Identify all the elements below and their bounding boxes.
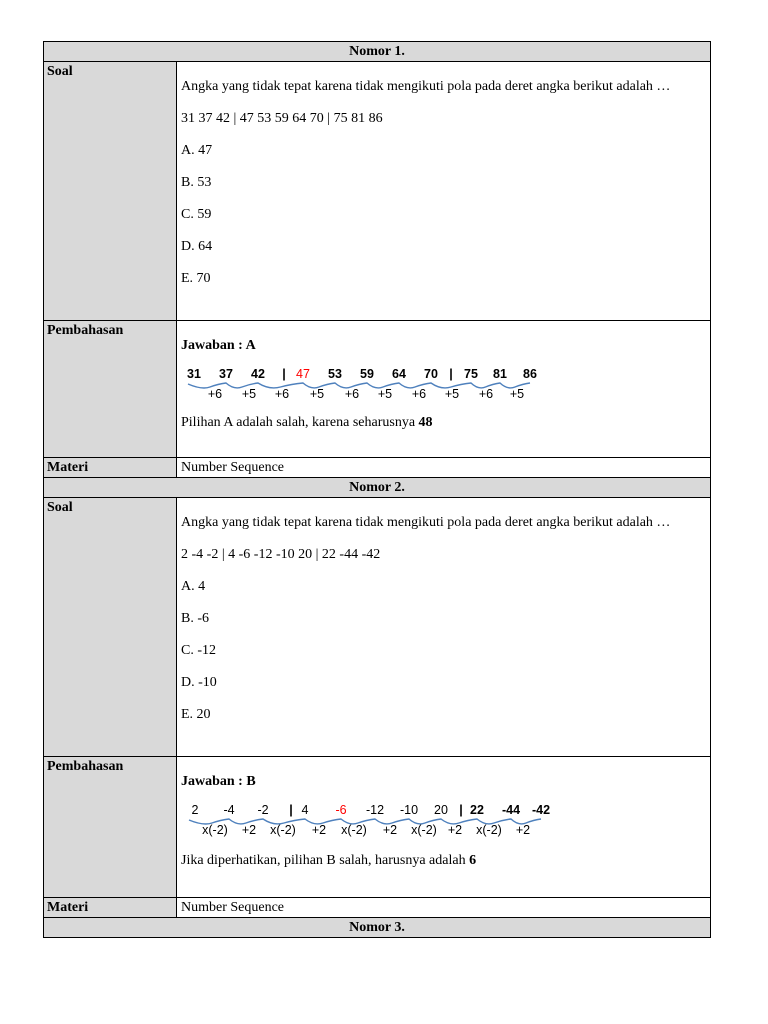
question-header: Nomor 2.	[44, 478, 711, 498]
answer-text: Jawaban : A	[181, 338, 256, 353]
sequence-number: 53	[328, 367, 342, 381]
step-label: +2	[311, 823, 327, 837]
step-label: +2	[447, 823, 463, 837]
option-b: B. 53	[181, 175, 212, 190]
question-text: Angka yang tidak tepat karena tidak mengikuti pola pada deret angka berikut adalah …	[181, 79, 671, 94]
step-label: +2	[382, 823, 398, 837]
step-label: +6	[274, 387, 290, 401]
step-label: x(-2)	[341, 823, 367, 837]
materi-label: Materi	[44, 458, 177, 478]
step-label: x(-2)	[476, 823, 502, 837]
sequence-number: 64	[392, 367, 406, 381]
sequence-number: -42	[531, 803, 551, 817]
step-label: +5	[241, 387, 257, 401]
explanation-text	[181, 414, 706, 431]
option-d: D. -10	[181, 675, 217, 690]
question-text: Angka yang tidak tepat karena tidak mengikuti pola pada deret angka berikut adalah …	[181, 515, 671, 530]
step-label: x(-2)	[270, 823, 296, 837]
option-c: C. 59	[181, 207, 212, 222]
sequence-number: -44	[501, 803, 521, 817]
sequence-number: 47	[296, 367, 310, 381]
sequence-number: 70	[424, 367, 438, 381]
sequence-number: -2	[257, 803, 269, 817]
sequence-number: 22	[470, 803, 484, 817]
materi-value: Number Sequence	[177, 458, 711, 478]
explanation-text	[181, 852, 706, 869]
answer-text: Jawaban : B	[181, 774, 256, 789]
sequence-text: 2 -4 -2 | 4 -6 -12 -10 20 | 22 -44 -42	[181, 547, 381, 562]
question-sheet	[43, 41, 710, 938]
sequence-number: 2	[191, 803, 199, 817]
sequence-number: -10	[399, 803, 419, 817]
soal-label: Soal	[44, 498, 177, 757]
option-c: C. -12	[181, 643, 216, 658]
sequence-number: 42	[251, 367, 265, 381]
option-a: A. 4	[181, 579, 206, 594]
pembahasan-label: Pembahasan	[44, 321, 177, 458]
step-label: +5	[444, 387, 460, 401]
separator-mark: |	[459, 803, 463, 817]
option-e: E. 70	[181, 271, 211, 286]
step-label: +2	[515, 823, 531, 837]
step-label: +6	[478, 387, 494, 401]
soal-content	[177, 62, 711, 321]
sequence-number: -12	[365, 803, 385, 817]
option-b: B. -6	[181, 611, 209, 626]
soal-content	[177, 498, 711, 757]
step-label: +2	[241, 823, 257, 837]
step-label: +5	[509, 387, 525, 401]
sequence-diagram	[181, 364, 541, 406]
question-header: Nomor 1.	[44, 42, 711, 62]
pembahasan-content	[177, 321, 711, 458]
sequence-number: 59	[360, 367, 374, 381]
step-label: +6	[344, 387, 360, 401]
sequence-diagram	[181, 800, 551, 844]
explanation-bold: 48	[418, 415, 433, 430]
materi-value: Number Sequence	[177, 898, 711, 918]
sequence-number: 4	[301, 803, 309, 817]
sequence-number: 86	[523, 367, 537, 381]
option-a: A. 47	[181, 143, 213, 158]
separator-mark: |	[282, 367, 286, 381]
explanation-prefix: Jika diperhatikan, pilihan B salah, harusnya adalah	[181, 853, 470, 868]
sequence-number: 20	[434, 803, 448, 817]
step-label: +5	[377, 387, 393, 401]
question-table	[43, 41, 711, 938]
sequence-number: 31	[187, 367, 201, 381]
step-label: x(-2)	[411, 823, 437, 837]
step-label: +6	[411, 387, 427, 401]
pembahasan-label: Pembahasan	[44, 757, 177, 898]
sequence-number: -4	[223, 803, 235, 817]
sequence-number: 37	[219, 367, 233, 381]
sequence-number: 75	[464, 367, 478, 381]
option-e: E. 20	[181, 707, 211, 722]
explanation-bold: 6	[469, 853, 477, 868]
step-label: x(-2)	[202, 823, 228, 837]
sequence-text: 31 37 42 | 47 53 59 64 70 | 75 81 86	[181, 111, 383, 126]
separator-mark: |	[289, 803, 293, 817]
explanation-prefix: Pilihan A adalah salah, karena seharusnya	[181, 415, 419, 430]
pembahasan-content	[177, 757, 711, 898]
separator-mark: |	[449, 367, 453, 381]
soal-label: Soal	[44, 62, 177, 321]
question-header: Nomor 3.	[44, 918, 711, 938]
sequence-number: 81	[493, 367, 507, 381]
step-label: +5	[309, 387, 325, 401]
step-label: +6	[207, 387, 223, 401]
sequence-number: -6	[335, 803, 347, 817]
option-d: D. 64	[181, 239, 213, 254]
materi-label: Materi	[44, 898, 177, 918]
